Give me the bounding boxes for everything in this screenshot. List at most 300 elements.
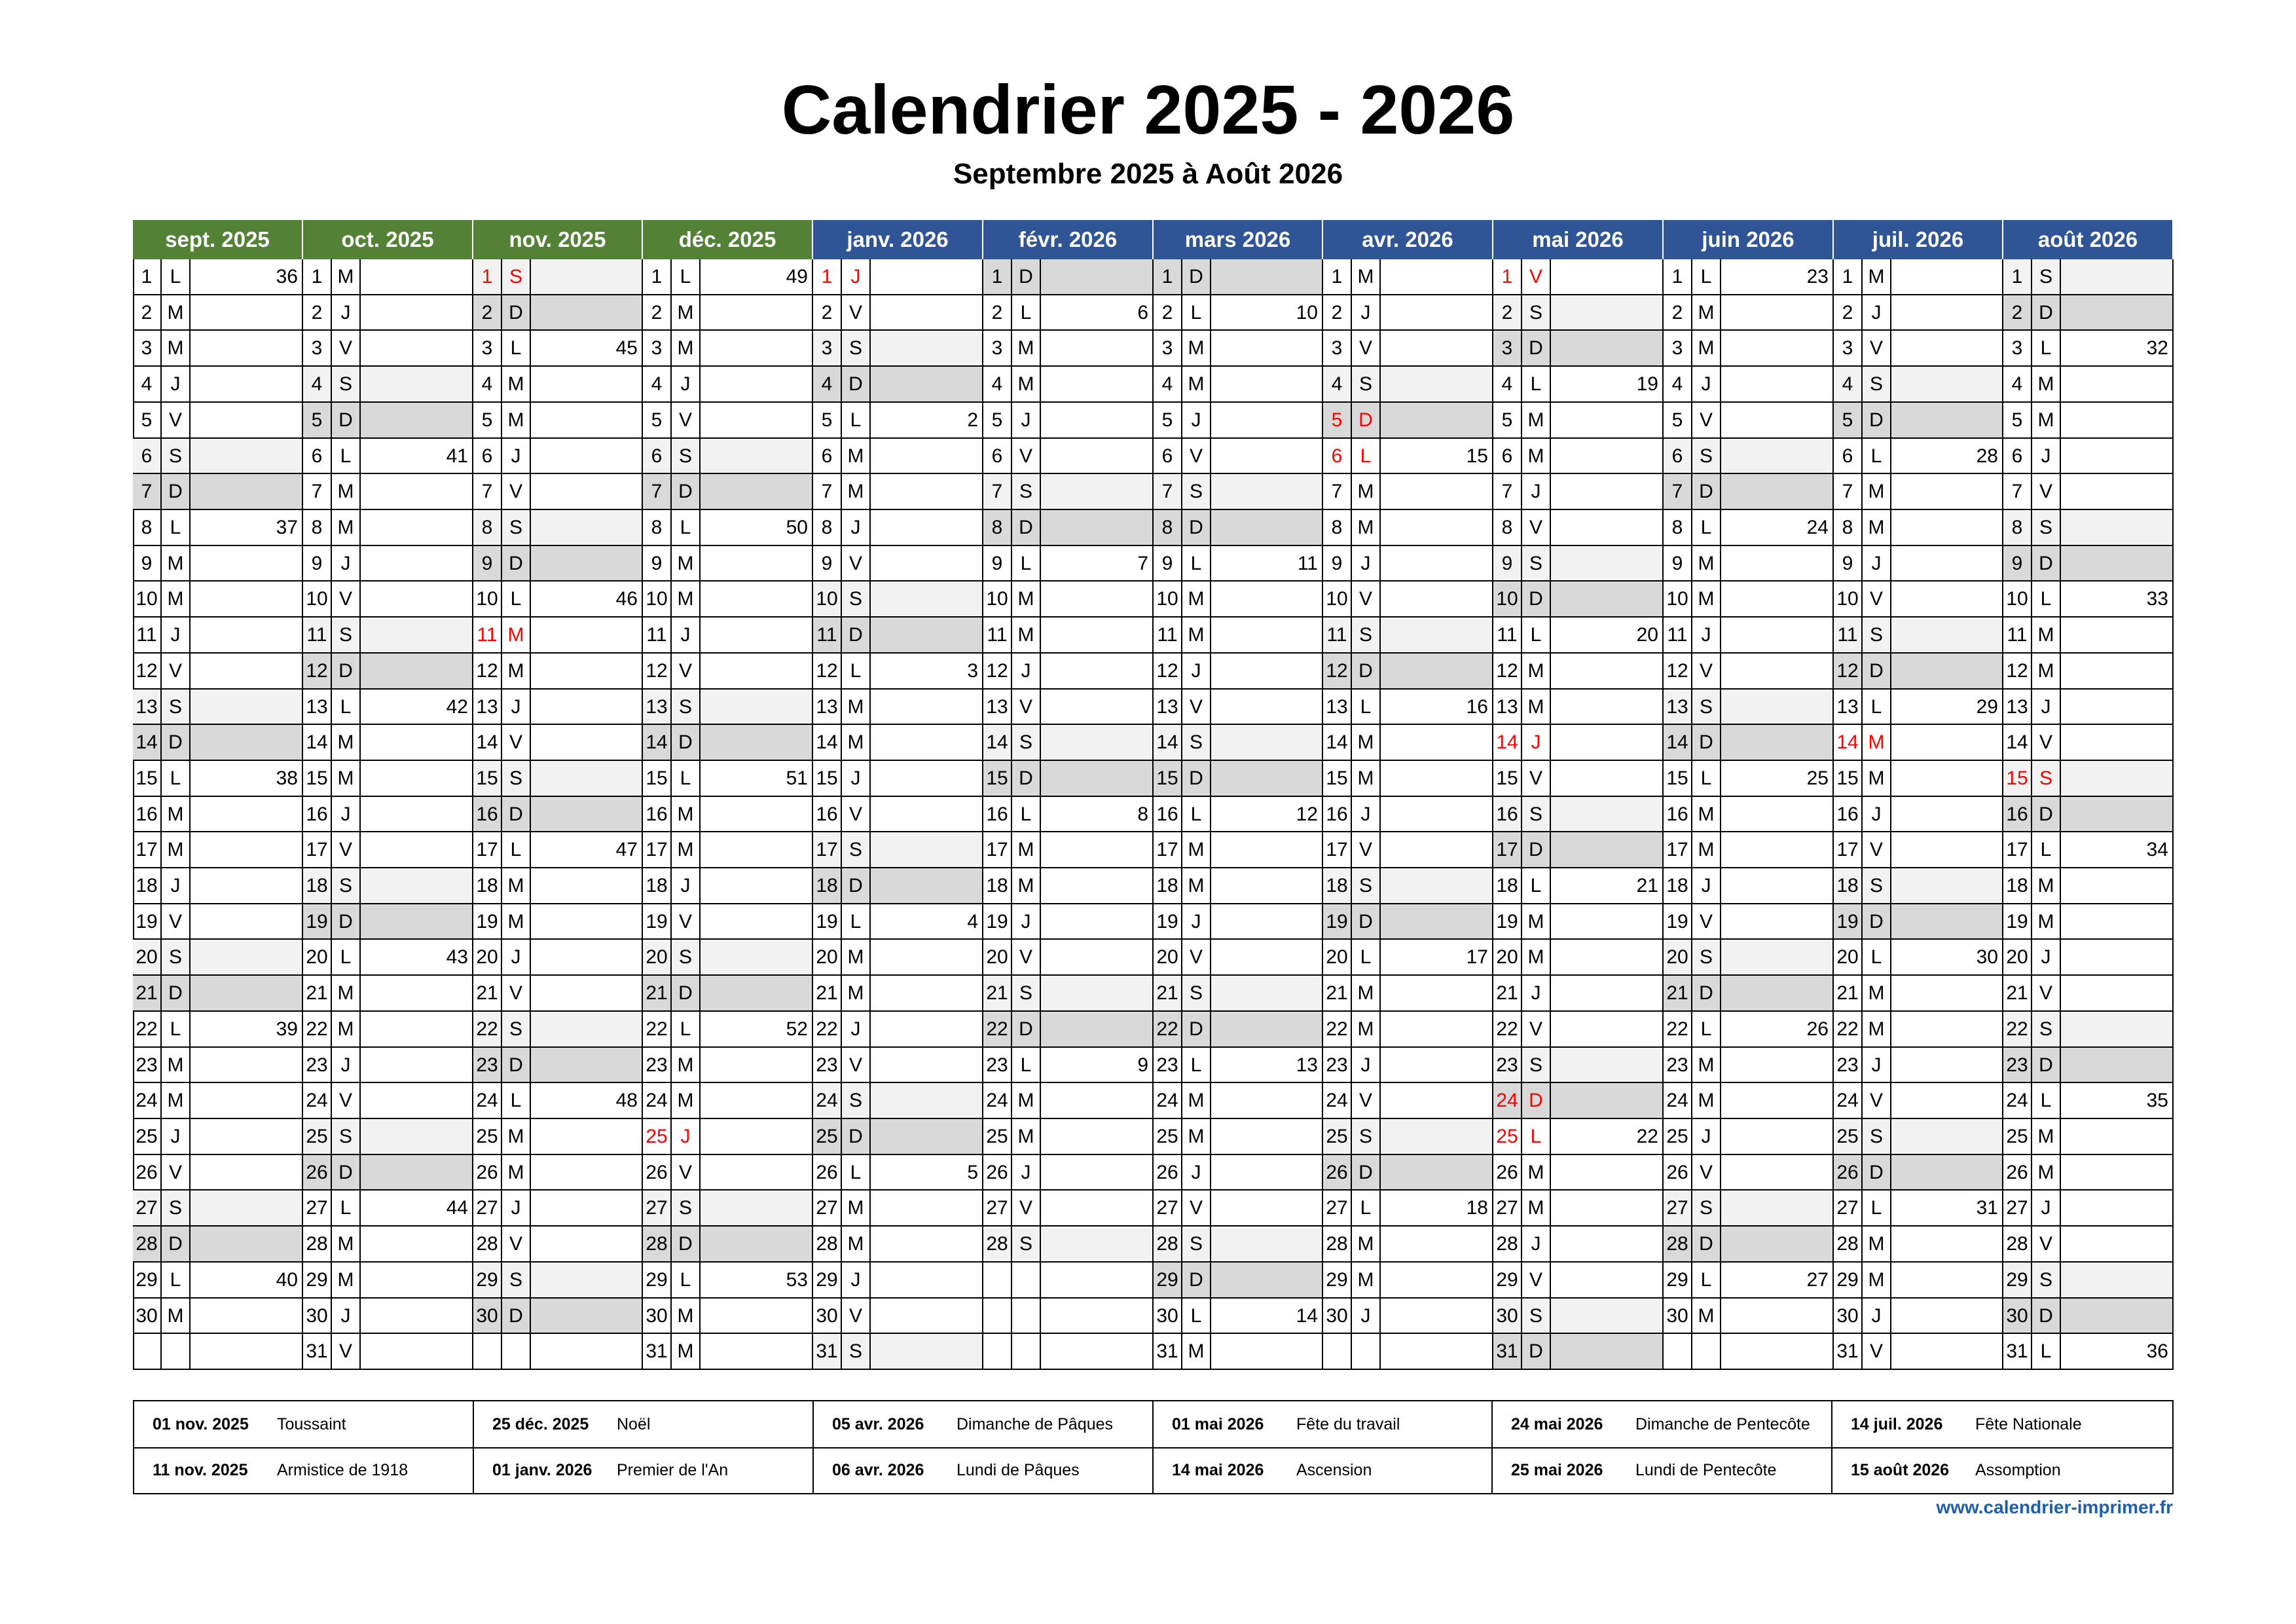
day-cell	[2003, 439, 2174, 474]
weekday-letter: J	[2032, 940, 2061, 974]
week-number: 49	[786, 266, 808, 287]
day-cell	[813, 797, 983, 832]
day-number: 5	[813, 403, 842, 437]
day-cell	[303, 654, 473, 690]
weekday-letter: M	[1012, 1119, 1041, 1154]
week-number: 18	[1466, 1197, 1488, 1219]
day-cell	[473, 546, 643, 581]
holiday-column	[474, 1401, 814, 1493]
day-cell	[1834, 1227, 2003, 1263]
day-cell	[1323, 1263, 1493, 1299]
weekday-letter: S	[672, 439, 701, 473]
weekday-letter: D	[332, 1155, 361, 1189]
weekday-letter: D	[162, 474, 191, 509]
day-cell	[1154, 1263, 1323, 1299]
day-cell	[983, 1227, 1154, 1263]
day-number: 23	[1664, 1048, 1692, 1082]
weekday-letter: V	[842, 797, 871, 831]
weekday-letter: V	[842, 1048, 871, 1082]
weekday-letter	[162, 1334, 191, 1369]
day-number: 10	[473, 581, 502, 616]
weekday-letter: V	[1352, 331, 1381, 365]
day-number: 12	[133, 654, 162, 688]
week-number: 28	[1976, 445, 1998, 467]
day-number: 26	[1323, 1155, 1352, 1189]
day-cell	[813, 510, 983, 546]
day-number: 26	[1154, 1155, 1182, 1189]
weekday-letter: M	[842, 474, 871, 509]
weekday-letter: J	[842, 1263, 871, 1297]
day-number: 25	[133, 1119, 162, 1154]
day-number	[1664, 1334, 1692, 1369]
day-number: 11	[1323, 618, 1352, 652]
day-number: 29	[1323, 1263, 1352, 1297]
day-cell	[643, 581, 813, 618]
holiday-name: Dimanche de Pentecôte	[1635, 1415, 1810, 1433]
weekday-letter: V	[162, 904, 191, 938]
day-number: 4	[1493, 367, 1522, 401]
day-number: 22	[1493, 1012, 1522, 1046]
day-cell	[2003, 546, 2174, 581]
day-cell	[1323, 1048, 1493, 1083]
weekday-letter: D	[1692, 976, 1721, 1010]
weekday-letter	[1012, 1263, 1041, 1297]
day-cell	[2003, 1119, 2174, 1155]
holiday-date: 06 avr. 2026	[832, 1461, 924, 1479]
weekday-letter: V	[672, 1155, 701, 1189]
day-cell	[983, 618, 1154, 654]
day-cell	[1493, 367, 1664, 403]
day-number: 3	[1154, 331, 1182, 365]
day-cell	[1834, 510, 2003, 546]
day-cell	[983, 654, 1154, 690]
day-number: 23	[133, 1048, 162, 1082]
day-number: 17	[303, 832, 332, 867]
week-number: 48	[615, 1090, 638, 1111]
day-cell	[303, 1012, 473, 1048]
day-number: 1	[1834, 259, 1863, 294]
day-number	[983, 1263, 1012, 1297]
weekday-letter: M	[842, 976, 871, 1010]
weekday-letter: J	[672, 1119, 701, 1154]
weekday-letter: D	[842, 868, 871, 903]
day-cell	[1493, 1334, 1664, 1370]
weekday-letter: L	[162, 1263, 191, 1297]
weekday-letter: S	[2032, 761, 2061, 796]
day-number: 31	[303, 1334, 332, 1369]
weekday-letter: M	[1522, 439, 1551, 473]
day-cell	[473, 940, 643, 976]
day-number: 14	[1834, 725, 1863, 760]
day-cell	[2003, 1190, 2174, 1227]
day-cell	[473, 832, 643, 868]
day-cell	[2003, 1227, 2174, 1263]
day-number: 14	[2003, 725, 2032, 760]
weekday-letter: D	[672, 1227, 701, 1261]
day-number: 4	[1154, 367, 1182, 401]
day-cell	[983, 295, 1154, 331]
week-number: 23	[1806, 266, 1829, 287]
weekday-letter: L	[1352, 1190, 1381, 1225]
day-number: 20	[813, 940, 842, 974]
day-cell	[133, 976, 303, 1012]
day-cell	[303, 725, 473, 761]
day-number: 6	[1154, 439, 1182, 473]
day-number: 14	[473, 725, 502, 760]
weekday-letter: M	[672, 1299, 701, 1333]
day-cell	[1664, 295, 1834, 331]
weekday-letter: M	[1182, 1083, 1211, 1118]
day-cell	[643, 546, 813, 581]
weekday-letter: V	[162, 1155, 191, 1189]
weekday-letter: L	[842, 1155, 871, 1189]
day-cell	[133, 474, 303, 510]
day-number: 16	[1834, 797, 1863, 831]
weekday-letter: M	[2032, 868, 2061, 903]
day-cell	[983, 581, 1154, 618]
day-cell	[303, 976, 473, 1012]
day-number: 14	[1664, 725, 1692, 760]
day-number: 22	[813, 1012, 842, 1046]
day-cell	[813, 367, 983, 403]
day-cell	[643, 690, 813, 725]
weekday-letter: M	[1012, 618, 1041, 652]
weekday-letter: M	[1692, 832, 1721, 867]
day-cell	[813, 1012, 983, 1048]
day-cell	[2003, 940, 2174, 976]
day-cell	[643, 1190, 813, 1227]
day-cell	[983, 1048, 1154, 1083]
day-number: 29	[1493, 1263, 1522, 1297]
week-number: 22	[1636, 1126, 1658, 1147]
holiday-column	[1154, 1401, 1493, 1493]
weekday-letter: V	[1863, 832, 1891, 867]
day-number: 12	[1834, 654, 1863, 688]
week-number: 32	[2146, 337, 2168, 359]
day-number: 27	[1664, 1190, 1692, 1225]
day-number: 26	[2003, 1155, 2032, 1189]
weekday-letter: V	[502, 725, 531, 760]
day-number: 7	[983, 474, 1012, 509]
holiday-name: Premier de l'An	[617, 1461, 729, 1479]
weekday-letter: L	[1522, 618, 1551, 652]
holiday-separator	[1154, 1447, 1491, 1449]
weekday-letter: D	[162, 725, 191, 760]
day-number: 7	[813, 474, 842, 509]
weekday-letter: M	[1182, 1334, 1211, 1369]
weekday-letter: S	[1692, 690, 1721, 724]
weekday-letter: M	[1863, 761, 1891, 796]
weekday-letter: D	[1692, 474, 1721, 509]
day-cell	[813, 403, 983, 439]
day-cell	[1493, 295, 1664, 331]
day-cell	[2003, 1334, 2174, 1370]
weekday-letter: M	[1352, 474, 1381, 509]
day-number: 17	[473, 832, 502, 867]
day-number: 28	[2003, 1227, 2032, 1261]
weekday-letter: S	[332, 618, 361, 652]
weekday-letter: L	[1692, 510, 1721, 545]
day-cell	[133, 259, 303, 295]
week-number: 10	[1296, 302, 1318, 323]
month-header: avr. 2026	[1323, 220, 1493, 259]
day-number: 16	[133, 797, 162, 831]
website-link[interactable]: www.calendrier-imprimer.fr	[1936, 1497, 2173, 1517]
day-cell	[303, 474, 473, 510]
day-cell	[303, 510, 473, 546]
weekday-letter: L	[1012, 546, 1041, 580]
day-cell	[1834, 331, 2003, 367]
day-number: 2	[1323, 295, 1352, 329]
day-cell	[643, 1227, 813, 1263]
day-cell	[1834, 403, 2003, 439]
day-number: 3	[813, 331, 842, 365]
day-number: 25	[983, 1119, 1012, 1154]
day-number: 4	[1323, 367, 1352, 401]
day-cell	[813, 439, 983, 474]
weekday-letter: D	[672, 474, 701, 509]
day-cell	[1664, 1190, 1834, 1227]
day-cell	[983, 1119, 1154, 1155]
weekday-letter	[1012, 1334, 1041, 1369]
day-number: 16	[643, 797, 672, 831]
day-cell	[473, 1334, 643, 1370]
day-cell	[473, 1012, 643, 1048]
day-number: 14	[1154, 725, 1182, 760]
day-cell	[1834, 976, 2003, 1012]
weekday-letter: M	[162, 1299, 191, 1333]
weekday-letter: L	[2032, 832, 2061, 867]
day-number: 27	[1834, 1190, 1863, 1225]
day-number: 19	[813, 904, 842, 938]
day-number: 14	[813, 725, 842, 760]
day-cell	[133, 439, 303, 474]
weekday-letter: M	[1522, 654, 1551, 688]
weekday-letter: J	[332, 797, 361, 831]
day-cell	[813, 940, 983, 976]
week-number: 51	[786, 767, 808, 789]
day-number: 4	[473, 367, 502, 401]
weekday-letter	[502, 1334, 531, 1369]
day-number: 30	[1154, 1299, 1182, 1333]
weekday-letter: J	[502, 1190, 531, 1225]
week-number: 33	[2146, 588, 2168, 610]
weekday-letter: V	[672, 403, 701, 437]
day-number: 5	[1493, 403, 1522, 437]
day-cell	[813, 474, 983, 510]
weekday-letter: S	[502, 259, 531, 294]
weekday-letter: M	[2032, 403, 2061, 437]
week-number: 46	[615, 588, 638, 610]
day-cell	[813, 725, 983, 761]
day-number: 26	[133, 1155, 162, 1189]
day-number: 10	[303, 581, 332, 616]
day-number: 9	[813, 546, 842, 580]
day-number: 24	[1323, 1083, 1352, 1118]
day-cell	[133, 1119, 303, 1155]
weekday-letter: J	[1012, 654, 1041, 688]
holiday-entry	[814, 1401, 1152, 1447]
day-number: 22	[303, 1012, 332, 1046]
day-number: 31	[1834, 1334, 1863, 1369]
day-cell	[1323, 1012, 1493, 1048]
weekday-letter: M	[1863, 1227, 1891, 1261]
day-number	[983, 1299, 1012, 1333]
day-cell	[2003, 976, 2174, 1012]
day-cell	[303, 904, 473, 940]
weekday-letter: M	[1352, 510, 1381, 545]
day-number: 24	[1493, 1083, 1522, 1118]
day-number: 9	[1664, 546, 1692, 580]
day-cell	[813, 295, 983, 331]
day-cell	[813, 581, 983, 618]
day-cell	[813, 904, 983, 940]
day-number: 5	[473, 403, 502, 437]
weekday-letter: M	[332, 976, 361, 1010]
weekday-letter: J	[1522, 725, 1551, 760]
day-cell	[1154, 1155, 1323, 1190]
day-number: 25	[1493, 1119, 1522, 1154]
weekday-letter: S	[502, 510, 531, 545]
day-cell	[1664, 832, 1834, 868]
day-number: 20	[133, 940, 162, 974]
day-cell	[473, 1227, 643, 1263]
day-cell	[1154, 1227, 1323, 1263]
day-cell	[1664, 331, 1834, 367]
weekday-letter: M	[502, 654, 531, 688]
day-number: 21	[1323, 976, 1352, 1010]
day-cell	[2003, 904, 2174, 940]
day-cell	[473, 1263, 643, 1299]
day-cell	[1323, 295, 1493, 331]
day-number: 5	[983, 403, 1012, 437]
week-number: 42	[446, 696, 468, 718]
day-cell	[473, 904, 643, 940]
day-cell	[1834, 904, 2003, 940]
day-number: 13	[303, 690, 332, 724]
day-cell	[473, 403, 643, 439]
day-cell	[303, 940, 473, 976]
day-number: 21	[643, 976, 672, 1010]
day-cell	[1664, 474, 1834, 510]
holiday-date: 25 déc. 2025	[492, 1415, 589, 1433]
week-number: 11	[1297, 553, 1318, 574]
day-cell	[1493, 618, 1664, 654]
day-number: 18	[1664, 868, 1692, 903]
day-cell	[1154, 403, 1323, 439]
day-cell	[1664, 546, 1834, 581]
day-number: 6	[473, 439, 502, 473]
day-number: 15	[473, 761, 502, 796]
day-cell	[303, 367, 473, 403]
weekday-letter: M	[1352, 761, 1381, 796]
day-number: 5	[1323, 403, 1352, 437]
day-number: 7	[1834, 474, 1863, 509]
weekday-letter: D	[1352, 904, 1381, 938]
day-cell	[2003, 581, 2174, 618]
day-cell	[1323, 1083, 1493, 1119]
weekday-letter: D	[672, 976, 701, 1010]
day-cell	[2003, 725, 2174, 761]
weekday-letter: J	[1692, 367, 1721, 401]
weekday-letter: J	[1352, 797, 1381, 831]
weekday-letter: L	[2032, 581, 2061, 616]
day-number: 2	[303, 295, 332, 329]
day-number: 27	[133, 1190, 162, 1225]
day-cell	[133, 546, 303, 581]
day-cell	[643, 976, 813, 1012]
day-number: 11	[473, 618, 502, 652]
day-number: 20	[303, 940, 332, 974]
day-number: 10	[1493, 581, 1522, 616]
month-header: févr. 2026	[983, 220, 1154, 259]
day-number: 27	[813, 1190, 842, 1225]
day-number: 29	[2003, 1263, 2032, 1297]
day-number: 9	[473, 546, 502, 580]
day-cell	[133, 1012, 303, 1048]
weekday-letter: J	[842, 259, 871, 294]
day-number: 9	[1493, 546, 1522, 580]
day-number: 29	[133, 1263, 162, 1297]
weekday-letter: M	[1012, 331, 1041, 365]
day-number: 30	[2003, 1299, 2032, 1333]
weekday-letter: S	[1863, 1119, 1891, 1154]
weekday-letter: J	[162, 1119, 191, 1154]
day-cell	[1154, 474, 1323, 510]
day-cell	[2003, 761, 2174, 797]
weekday-letter: J	[162, 618, 191, 652]
day-number: 9	[1154, 546, 1182, 580]
day-cell	[643, 1012, 813, 1048]
day-cell	[1323, 367, 1493, 403]
day-number: 16	[473, 797, 502, 831]
day-cell	[473, 1048, 643, 1083]
day-cell	[1493, 1083, 1664, 1119]
day-cell	[983, 976, 1154, 1012]
day-number: 1	[133, 259, 162, 294]
week-number: 15	[1466, 445, 1488, 467]
day-cell	[473, 1083, 643, 1119]
weekday-letter: D	[2032, 797, 2061, 831]
day-cell	[643, 618, 813, 654]
weekday-letter: L	[672, 259, 701, 294]
day-cell	[2003, 474, 2174, 510]
day-number: 30	[133, 1299, 162, 1333]
day-cell	[473, 618, 643, 654]
day-cell	[1323, 259, 1493, 295]
day-cell	[1834, 654, 2003, 690]
day-number: 23	[1493, 1048, 1522, 1082]
weekday-letter: V	[1012, 940, 1041, 974]
day-cell	[473, 868, 643, 904]
holiday-column	[134, 1401, 474, 1493]
day-cell	[1154, 832, 1323, 868]
weekday-letter: M	[672, 1048, 701, 1082]
weekday-letter: J	[1692, 1119, 1721, 1154]
day-number: 13	[1323, 690, 1352, 724]
day-cell	[643, 797, 813, 832]
day-number: 15	[643, 761, 672, 796]
day-cell	[133, 940, 303, 976]
holiday-list	[133, 1400, 2174, 1494]
weekday-letter: L	[2032, 1334, 2061, 1369]
holiday-entry	[474, 1401, 812, 1447]
day-cell	[1493, 1299, 1664, 1334]
day-number: 13	[813, 690, 842, 724]
weekday-letter: M	[162, 832, 191, 867]
day-cell	[133, 797, 303, 832]
day-number: 7	[1323, 474, 1352, 509]
